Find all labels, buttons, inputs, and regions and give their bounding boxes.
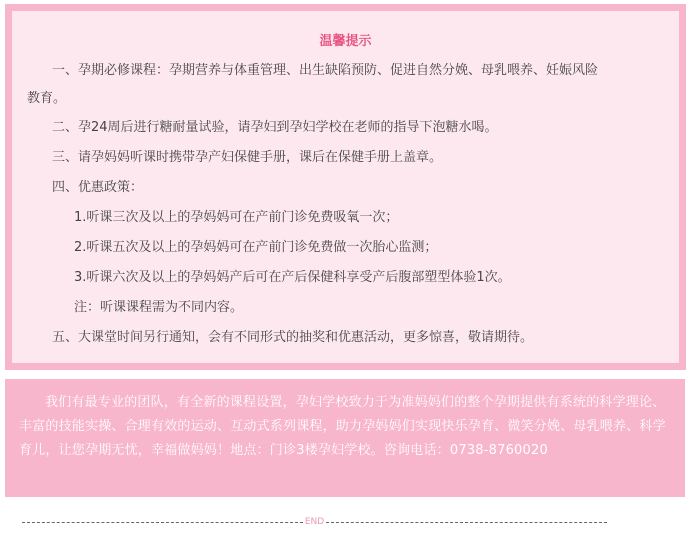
notice-content (12, 11, 679, 363)
team-intro-box (5, 379, 685, 497)
end-label: END (304, 517, 325, 527)
benefit-item: 2.听课五次及以上的孕妈妈可在产前门诊免费做一次胎心监测； (74, 240, 438, 255)
divider-line-left (22, 522, 303, 523)
divider-line-right (326, 522, 607, 523)
end-divider (22, 514, 607, 530)
notice-item-3: 三、请孕妈妈听课时携带孕产妇保健手册，课后在保健手册上盖章。 (52, 150, 443, 165)
benefit-item: 3.听课六次及以上的孕妈妈产后可在产后保健科享受产后腹部塑型体验1次。 (74, 270, 511, 285)
benefit-item: 1.听课三次及以上的孕妈妈可在产前门诊免费吸氧一次； (74, 210, 399, 225)
notice-box (5, 4, 686, 370)
notice-item-4: 四、优惠政策： (52, 180, 144, 195)
notice-item-1-continued: 教育。 (27, 91, 67, 106)
notice-item-5: 五、大课堂时间另行通知，会有不同形式的抽奖和优惠活动，更多惊喜，敬请期待。 (52, 330, 534, 345)
notice-title: 温馨提示 (319, 34, 372, 49)
notice-note: 注：听课课程需为不同内容。 (74, 300, 244, 315)
notice-item-1: 一、孕期必修课程：孕期营养与体重管理、出生缺陷预防、促进自然分娩、母乳喂养、妊娠风险 (52, 63, 599, 78)
team-intro-text: 我们有最专业的团队，有全新的课程设置，孕妇学校致力于为准妈妈们的整个孕期提供有系统的科学理论、丰富的技能实操、合理有效的运动、互动式系列课程，助力孕妈妈们实现快乐孕育、微笑分娩、母乳喂养、科学育儿，让您孕期无忧，幸福做妈妈！地点：门诊3楼孕妇学校。咨询电话：0738-8760020 (19, 395, 666, 458)
notice-item-2: 二、孕24周后进行糖耐量试验，请孕妇到孕妇学校在老师的指导下泡糖水喝。 (52, 120, 498, 135)
